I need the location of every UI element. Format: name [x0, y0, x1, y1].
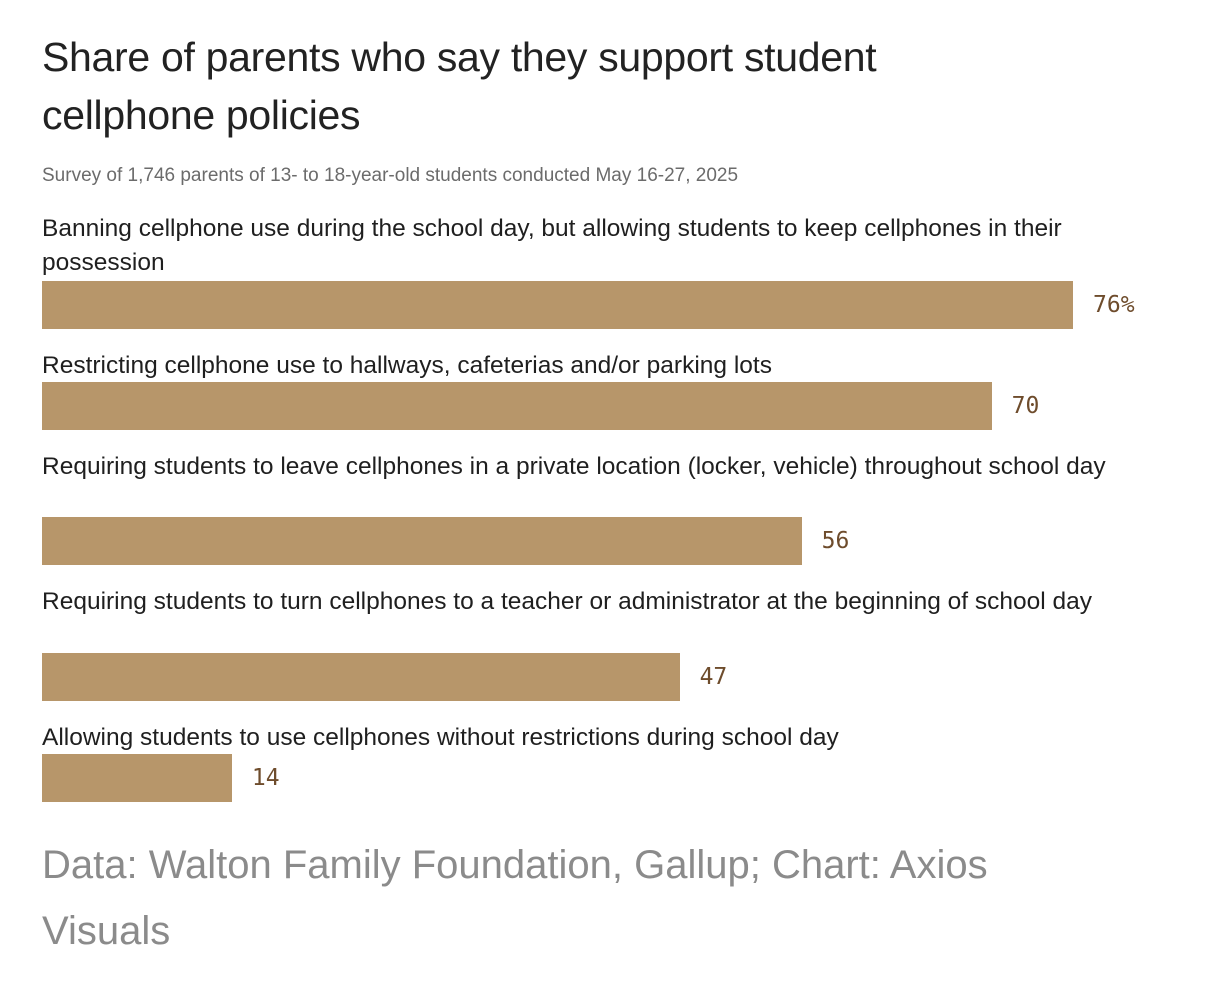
value-label: 47	[699, 664, 728, 690]
value-label: 76%	[1093, 292, 1135, 318]
bar	[42, 754, 232, 802]
category-label: Requiring students to leave cellphones in a private location (locker, vehicle) throughout school day	[42, 453, 1106, 480]
value-label: 70	[1011, 393, 1040, 419]
bar	[42, 517, 802, 565]
category-label: Requiring students to turn cellphones to a teacher or administrator at the beginning of school day	[42, 588, 1093, 615]
bar	[42, 382, 992, 430]
chart-title: Share of parents who say they support student cellphone policies	[42, 34, 877, 138]
source-note: Data: Walton Family Foundation, Gallup; Chart: Axios Visuals	[42, 843, 988, 953]
chart-subtitle: Survey of 1,746 parents of 13- to 18-year-old students conducted May 16-27, 2025	[42, 165, 739, 186]
value-label: 14	[251, 765, 280, 791]
category-label: Banning cellphone use during the school day, but allowing students to keep cellphones in their possession	[42, 215, 1062, 276]
category-label: Allowing students to use cellphones without restrictions during school day	[42, 724, 839, 751]
bar	[42, 653, 680, 701]
bar	[42, 281, 1073, 329]
category-label: Restricting cellphone use to hallways, cafeterias and/or parking lots	[42, 352, 772, 379]
value-label: 56	[821, 528, 850, 554]
